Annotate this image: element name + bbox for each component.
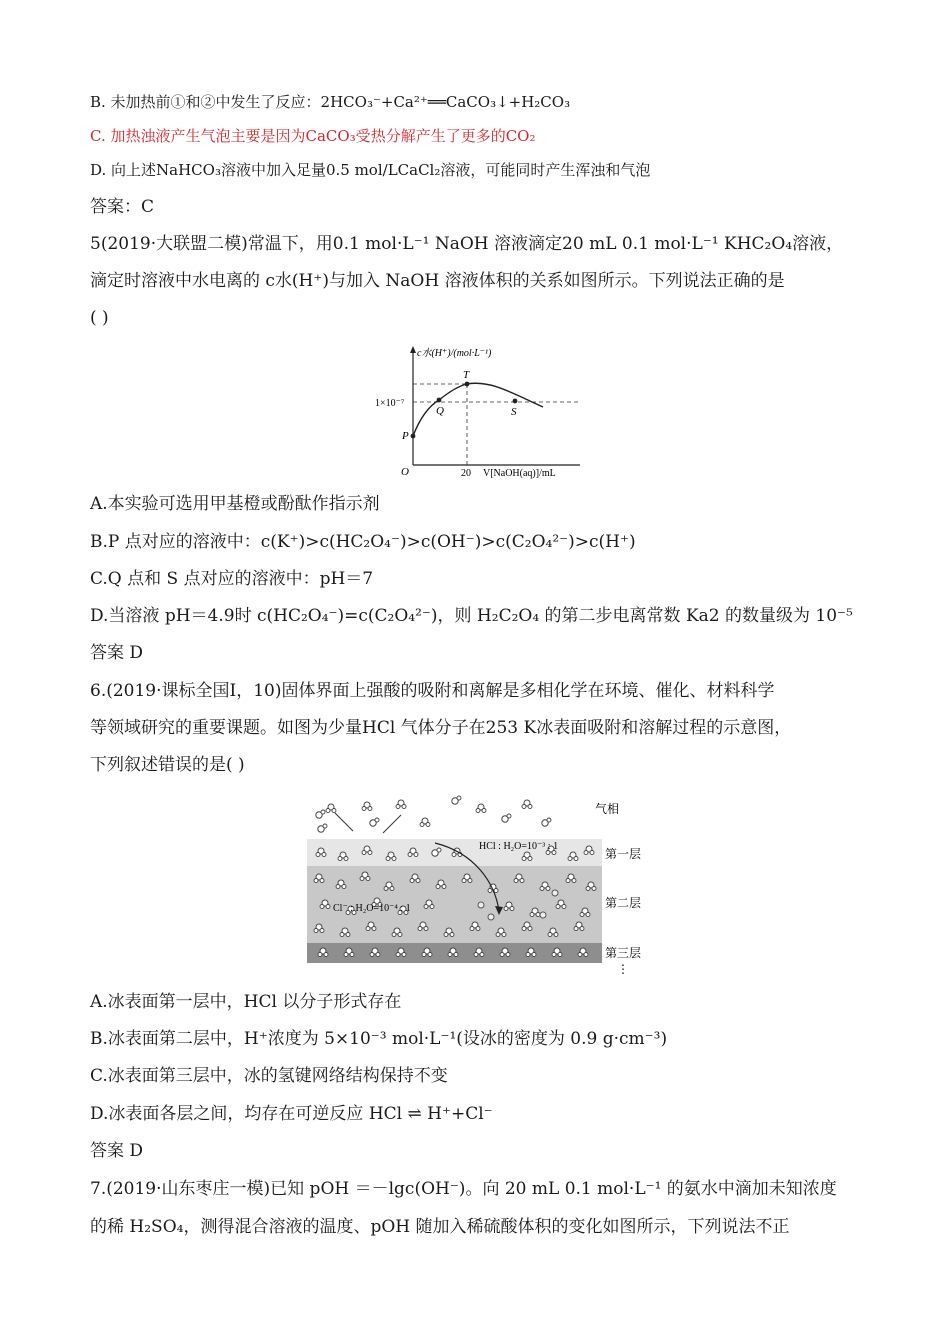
- continuation-dots: ⋮: [617, 962, 629, 976]
- q5-stem-3: ( ): [90, 308, 109, 328]
- y-axis-label: c水(H⁺)/(mol·L⁻¹): [417, 348, 492, 359]
- gas-phase-molecules: [316, 796, 551, 832]
- y-tick-label: 1×10⁻⁷: [375, 398, 405, 409]
- q6-stem-3: 下列叙述错误的是( ): [90, 755, 245, 775]
- q6-option-d: D.冰表面各层之间，均存在可逆反应 HCl ⇌ H⁺+Cl⁻: [90, 1104, 493, 1124]
- ice-layers-figure: [305, 793, 650, 978]
- label-s: S: [511, 406, 517, 418]
- q5-option-d: D.当溶液 pH＝4.9时 c(HC₂O₄⁻)=c(C₂O₄²⁻)，则 H₂C₂O₄ 的第二步电离常数 Ka2 的数量级为 10⁻⁵: [90, 606, 853, 626]
- q5-option-b: B.P 点对应的溶液中：c(K⁺)>c(HC₂O₄⁻)>c(OH⁻)>c(C₂O₄²⁻)>c(H⁺): [90, 532, 636, 552]
- layer-2-label: 第二层: [605, 896, 642, 910]
- answer-5: 答案 D: [90, 643, 144, 663]
- point-q: [437, 398, 442, 403]
- titration-curve-figure: [365, 340, 595, 480]
- y-axis-arrow: [410, 346, 416, 353]
- label-t: T: [463, 369, 470, 381]
- q5-option-c: C.Q 点和 S 点对应的溶液中：pH＝7: [90, 569, 374, 589]
- answer-4: 答案：C: [90, 197, 155, 217]
- point-t: [465, 382, 470, 387]
- point-s: [513, 399, 518, 404]
- label-q: Q: [436, 405, 444, 417]
- x-tick-label: 20: [461, 468, 471, 479]
- ratio-layer-2: Cl⁻ : H₂O=10⁻⁴ : 1: [333, 903, 411, 914]
- origin-label: O: [401, 466, 409, 478]
- q6-stem-2: 等领域研究的重要课题。如图为少量HCl 气体分子在253 K冰表面吸附和溶解过程的示意图，: [90, 718, 792, 738]
- q5-stem-1: 5(2019·大联盟二模)常温下，用0.1 mol·L⁻¹ NaOH 溶液滴定20 mL 0.1 mol·L⁻¹ KHC₂O₄溶液，: [90, 234, 844, 254]
- answer-6: 答案 D: [90, 1141, 144, 1161]
- q5-option-a: A.本实验可选用甲基橙或酚酞作指示剂: [90, 494, 380, 514]
- option-d-line: D. 向上述NaHCO₃溶液中加入足量0.5 mol/LCaCl₂溶液，可能同时产生浑浊和气泡: [90, 161, 651, 179]
- q5-stem-2: 滴定时溶液中水电离的 c水(H⁺)与加入 NaOH 溶液体积的关系如图所示。下列说法正确的是: [90, 271, 785, 291]
- gas-arrow-2: [383, 815, 401, 833]
- x-axis-label: V[NaOH(aq)]/mL: [483, 468, 556, 479]
- layer-1-label: 第一层: [605, 847, 642, 861]
- point-p: [411, 434, 416, 439]
- label-p: P: [402, 430, 409, 442]
- option-c-line-highlighted: C. 加热浊液产生气泡主要是因为CaCO₃受热分解产生了更多的CO₂: [90, 127, 536, 145]
- curve: [413, 383, 543, 436]
- ratio-layer-1: HCl : H₂O=10⁻³ : 1: [479, 841, 559, 852]
- q6-option-c: C.冰表面第三层中，冰的氢键网络结构保持不变: [90, 1066, 448, 1086]
- q7-stem-1: 7.(2019·山东枣庄一模)已知 pOH ＝－lgc(OH⁻)。向 20 mL 0.1 mol·L⁻¹ 的氨水中滴加未知浓度: [90, 1179, 837, 1199]
- q6-option-a: A.冰表面第一层中，HCl 以分子形式存在: [90, 992, 402, 1012]
- option-b-line: B. 未加热前①和②中发生了反应：2HCO₃⁻+Ca²⁺══CaCO₃↓+H₂CO₃: [90, 93, 571, 111]
- gas-phase-label: 气相: [595, 802, 620, 816]
- q7-stem-2: 的稀 H₂SO₄，测得混合溶液的温度、pOH 随加入稀硫酸体积的变化如图所示，下列说法不正: [90, 1217, 790, 1237]
- layer-3-label: 第三层: [605, 946, 642, 960]
- q6-stem-1: 6.(2019·课标全国Ⅰ，10)固体界面上强酸的吸附和离解是多相化学在环境、催化、材料科学: [90, 681, 775, 701]
- gas-arrow-1: [335, 813, 353, 831]
- q6-option-b: B.冰表面第二层中，H⁺浓度为 5×10⁻³ mol·L⁻¹(设冰的密度为 0.9 g·cm⁻³): [90, 1029, 668, 1049]
